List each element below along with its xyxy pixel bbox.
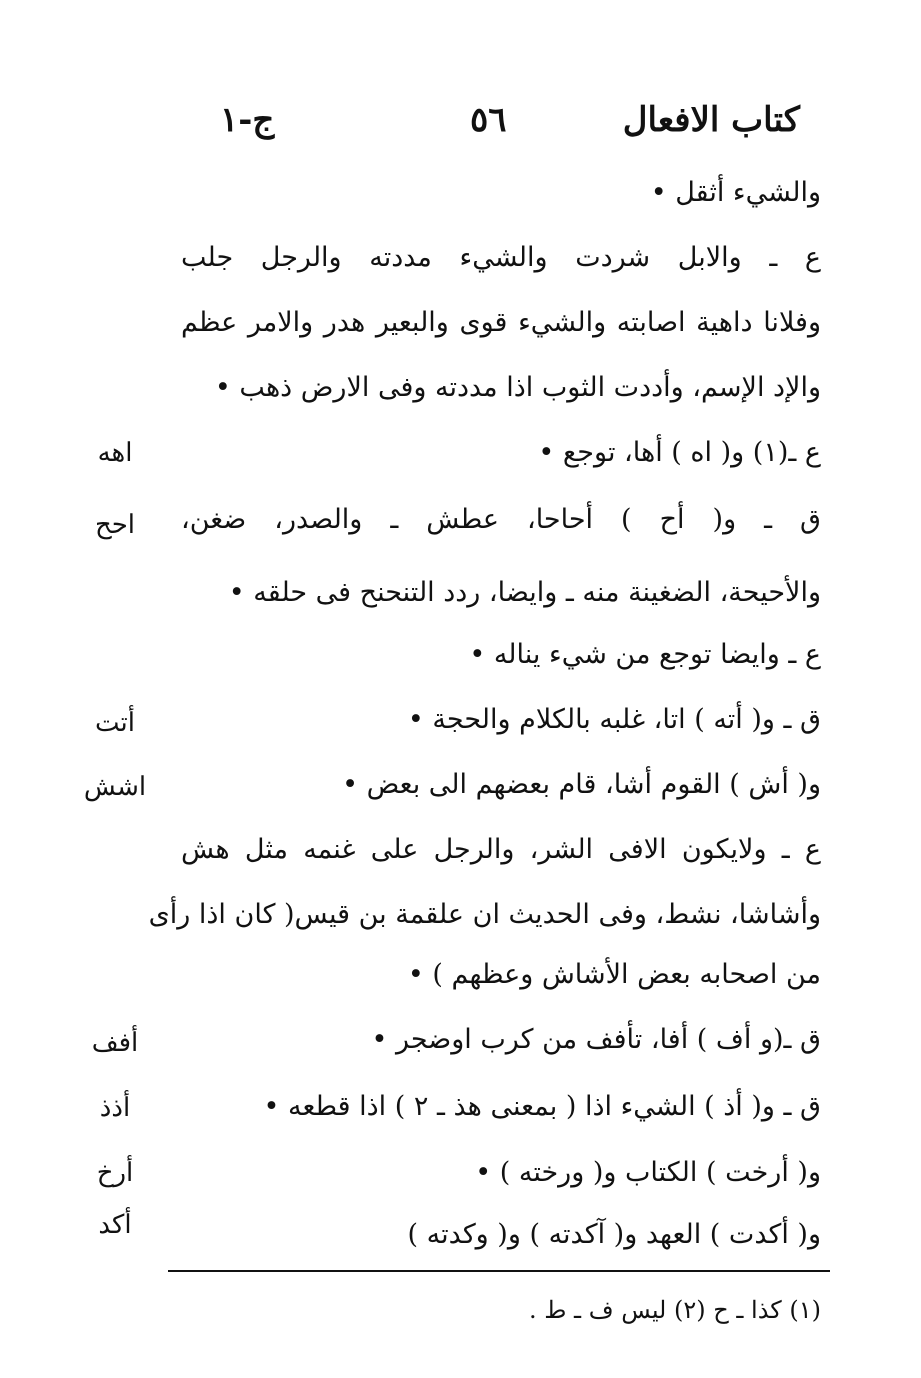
text-line: ع ـ ولايكون الافى الشر، والرجل على غنمه مثل هش [181,834,821,865]
text-line: و( أرخت ) الكتاب و( ورخته ) • [475,1157,821,1188]
text-line: والإد الإسم، وأددت الثوب اذا مددته وفى الارض ذهب • [214,372,821,403]
text-line: ق ـ و( أته ) اتا، غلبه بالكلام والحجة • [407,704,821,735]
text-line: ق ـ و( أح ) أحاحا، عطش ـ والصدر، ضغن، [181,504,821,535]
page-header [180,100,800,160]
text-line: و( أش ) القوم أشا، قام بعضهم الى بعض • [342,769,821,800]
margin-root-note: أرخ [96,1158,134,1188]
volume-label: ج-١ [220,100,275,140]
text-line: من اصحابه بعض الأشاش وعظهم ) • [407,959,821,990]
margin-root-note: احح [94,510,136,540]
book-title: كتاب الافعال [622,100,800,140]
margin-root-note: اهه [97,438,133,468]
text-line: والأحيحة، الضغينة منه ـ وايضا، ردد التنحنح فى حلقه • [228,577,821,608]
margin-root-note: أفف [91,1028,139,1058]
margin-root-note: أتت [95,708,135,738]
footnote: (١) كذا ـ ح (٢) ليس ف ـ ط . [528,1296,821,1324]
text-line: والشيء أثقل • [650,177,821,208]
page-number: ٥٦ [470,100,507,140]
margin-root-note: أذذ [99,1093,131,1123]
text-line: ق ـ(و أف ) أفا، تأفف من كرب اوضجر • [371,1024,821,1055]
text-line: ع ـ والابل شردت والشيء مددته والرجل جلب [181,242,821,273]
text-line: ق ـ و( أذ ) الشيء اذا ( بمعنى هذ ـ ٢ ) اذا قطعه • [263,1091,821,1122]
footnote-divider [168,1270,830,1272]
text-line: ع ـ وايضا توجع من شيء يناله • [469,639,821,670]
text-line: وفلانا داهية اصابته والشيء قوى والبعير هدر والامر عظم [181,307,821,338]
margin-root-note: أكد [98,1210,132,1240]
text-line: وأشاشا، نشط، وفى الحديث ان علقمة بن قيس( كان اذا رأى [148,899,821,930]
text-line: و( أكدت ) العهد و( آكدته ) و( وكدته ) [407,1219,821,1250]
text-line: ع ـ(١) و( اه ) أها، توجع • [538,437,821,468]
margin-root-note: اشش [83,772,147,802]
